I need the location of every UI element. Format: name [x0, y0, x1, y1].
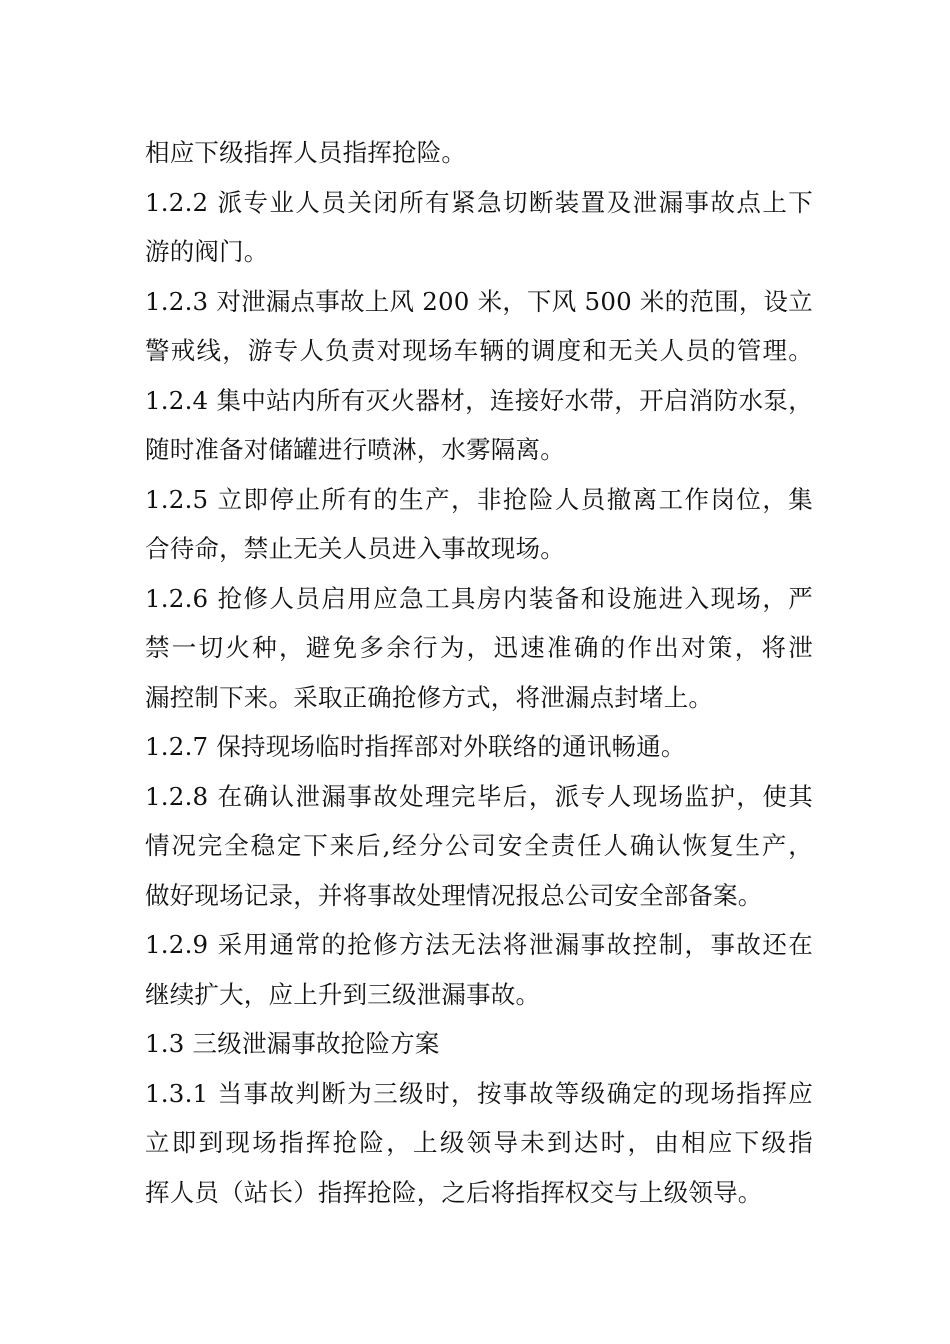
text-line: 做好现场记录，并将事故处理情况报总公司安全部备案。	[145, 880, 763, 910]
text-line: 立即到现场指挥抢险，上级领导未到达时，由相应下级指	[145, 1128, 813, 1157]
text-line: 游的阀门。	[145, 237, 269, 266]
text-line: 1.2.7 保持现场临时指挥部对外联络的通讯畅通。	[145, 732, 686, 761]
text-line: 禁一切火种，避免多余行为，迅速准确的作出对策，将泄	[145, 633, 813, 662]
text-line: 挥人员（站长）指挥抢险，之后将指挥权交与上级领导。	[145, 1177, 763, 1207]
text-line: 1.2.4 集中站内所有灭火器材，连接好水带，开启消防水泵，	[145, 385, 813, 415]
body-text	[145, 128, 813, 1217]
text-line: 1.2.6 抢修人员启用应急工具房内装备和设施进入现场，严	[145, 583, 813, 613]
text-line: 1.2.9 采用通常的抢修方法无法将泄漏事故控制，事故还在	[145, 930, 813, 959]
section-heading: 1.3 三级泄漏事故抢险方案	[145, 1029, 440, 1058]
text-line: 相应下级指挥人员指挥抢险。	[145, 138, 467, 167]
text-line: 1.2.3 对泄漏点事故上风 200 米，下风 500 米的范围，设立	[145, 286, 813, 316]
text-line: 随时准备对储罐进行喷淋，水雾隔离。	[145, 435, 565, 464]
text-line: 1.3.1 当事故判断为三级时，按事故等级确定的现场指挥应	[145, 1078, 813, 1108]
text-line: 继续扩大，应上升到三级泄漏事故。	[145, 979, 541, 1009]
text-line: 合待命，禁止无关人员进入事故现场。	[145, 534, 565, 563]
text-line: 1.2.8 在确认泄漏事故处理完毕后，派专人现场监护，使其	[145, 781, 813, 811]
text-line: 1.2.2 派专业人员关闭所有紧急切断装置及泄漏事故点上下	[145, 187, 813, 217]
text-line: 1.2.5 立即停止所有的生产，非抢险人员撤离工作岗位，集	[145, 484, 813, 514]
text-line: 漏控制下来。采取正确抢修方式，将泄漏点封堵上。	[145, 682, 714, 712]
text-line: 情况完全稳定下来后,经分公司安全责任人确认恢复生产，	[145, 831, 813, 860]
text-line: 警戒线，游专人负责对现场车辆的调度和无关人员的管理。	[145, 336, 813, 365]
